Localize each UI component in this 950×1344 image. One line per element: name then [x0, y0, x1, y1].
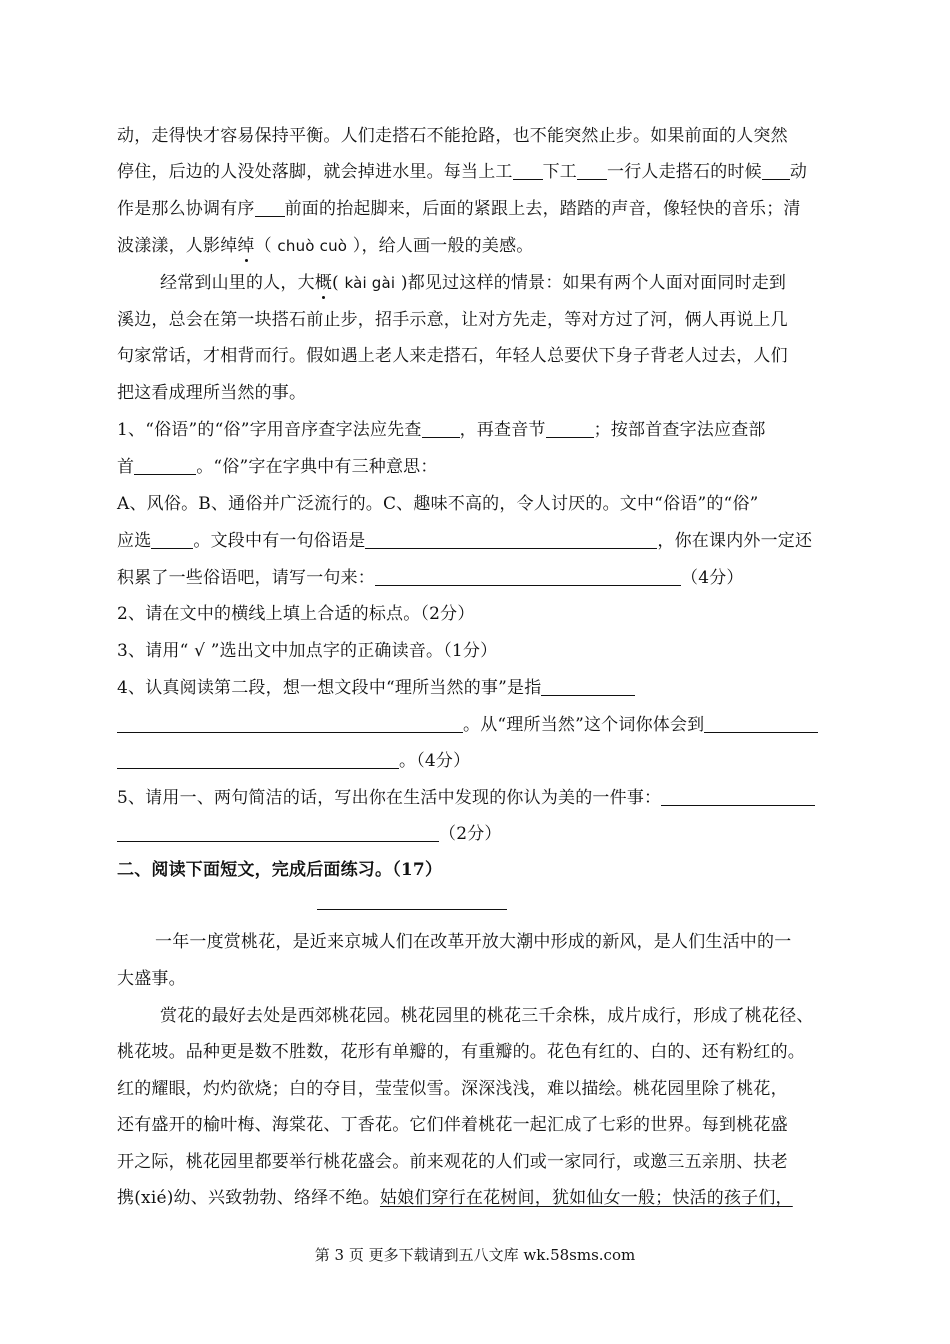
answer-blank[interactable] — [541, 677, 635, 696]
question-1-cont: 应选 。文段中有一句俗语是 ，你在课内外一定还 — [117, 531, 813, 551]
answer-blank[interactable] — [422, 419, 460, 438]
passage-line: 溪边，总会在第一块搭石前止步，招手示意，让对方先走，等对方过了河，俩人再说上几 — [117, 310, 788, 330]
passage-line: 一年一度赏桃花，是近来京城人们在改革开放大潮中形成的新风，是人们生活中的一 — [155, 932, 792, 952]
answer-blank[interactable] — [255, 198, 285, 217]
answer-blank[interactable] — [117, 750, 399, 769]
passage-line: 大盛事。 — [117, 969, 186, 989]
passage-line: 经常到山里的人，大概( kài gài )都见过这样的情景：如果有两个人面对面同时走到 — [160, 273, 787, 293]
dotted-char: 概 — [314, 273, 333, 293]
question-4-cont: 。（4分） — [117, 749, 877, 773]
pinyin-options: kài gài — [344, 274, 396, 292]
answer-blank[interactable] — [513, 161, 543, 180]
passage-line: 停住，后边的人没处落脚，就会掉进水里。每当上工 下工 一行人走搭石的时候 动 — [117, 162, 808, 182]
question-3: 3、请用“ √ ”选出文中加点字的正确读音。（1分） — [117, 641, 498, 661]
passage-line: 作是那么协调有序 前面的抬起脚来，后面的紧跟上去，踏踏的声音，像轻快的音乐；清 — [117, 199, 801, 219]
answer-blank[interactable] — [577, 161, 607, 180]
question-5: 5、请用一、两句简洁的话，写出你在生活中发现的你认为美的一件事： — [117, 786, 877, 810]
question-2: 2、请在文中的横线上填上合适的标点。（2分） — [117, 604, 475, 624]
question-4-cont: 。从“理所当然”这个词你体会到 — [117, 713, 877, 737]
answer-blank[interactable] — [117, 823, 439, 842]
section-heading: 二、阅读下面短文，完成后面练习。（17） — [117, 860, 443, 880]
dotted-char: 绰 — [237, 236, 255, 256]
pinyin-options: chuò cuò — [277, 237, 348, 255]
answer-blank[interactable] — [134, 456, 196, 475]
passage-line: 红的耀眼，灼灼欲烧；白的夺目，莹莹似雪。深深浅浅，难以描绘。桃花园里除了桃花， — [117, 1079, 788, 1099]
question-1-cont: 首 。“俗”字在字典中有三种意思： — [117, 457, 438, 477]
answer-blank[interactable] — [375, 567, 681, 586]
title-blank[interactable] — [317, 909, 507, 910]
passage-line: 动，走得快才容易保持平衡。人们走搭石不能抢路，也不能突然止步。如果前面的人突然 — [117, 126, 788, 146]
passage-line: 还有盛开的榆叶梅、海棠花、丁香花。它们伴着桃花一起汇成了七彩的世界。每到桃花盛 — [117, 1115, 788, 1135]
question-1: 1、“俗语”的“俗”字用音序查字法应先查 ，再查音节 ；按部首查字法应查部 — [117, 420, 766, 440]
passage-line: 开之际，桃花园里都要举行桃花盛会。前来观花的人们或一家同行，或邀三五亲朋、扶老 — [117, 1152, 788, 1172]
answer-blank[interactable] — [661, 787, 815, 806]
passage-line: 波漾漾，人影绰绰（ chuò cuò ），给人画一般的美感。 — [117, 236, 534, 256]
question-4: 4、认真阅读第二段，想一想文段中“理所当然的事”是指 — [117, 676, 877, 700]
question-1-options: A、风俗。B、通俗并广泛流行的。C、趣味不高的，令人讨厌的。文中“俗语”的“俗” — [117, 494, 759, 514]
answer-blank[interactable] — [151, 530, 193, 549]
passage-line: 桃花坡。品种更是数不胜数，花形有单瓣的，有重瓣的。花色有红的、白的、还有粉红的。 — [117, 1042, 805, 1062]
answer-blank[interactable] — [117, 714, 463, 733]
passage-line: 把这看成理所当然的事。 — [117, 383, 307, 403]
answer-blank[interactable] — [704, 714, 818, 733]
underlined-sentence: 姑娘们穿行在花树间，犹如仙女一般；快活的孩子们， — [379, 1188, 793, 1208]
answer-blank[interactable] — [365, 530, 657, 549]
answer-blank[interactable] — [546, 419, 594, 438]
answer-blank[interactable] — [762, 161, 790, 180]
page-footer: 第 3 页 更多下载请到五八文库 wk.58sms.com — [314, 1246, 636, 1264]
question-1-cont: 积累了一些俗语吧，请写一句来： （4分） — [117, 568, 744, 588]
question-5-cont: （2分） — [117, 822, 877, 846]
passage-line: 句家常话，才相背而行。假如遇上老人来走搭石，年轻人总要伏下身子背老人过去，人们 — [117, 346, 788, 366]
passage-line: 携(xié)幼、兴致勃勃、络绎不绝。姑娘们穿行在花树间，犹如仙女一般；快活的孩子们， — [117, 1188, 793, 1208]
passage-line: 赏花的最好去处是西郊桃花园。桃花园里的桃花三千余株，成片成行，形成了桃花径、 — [160, 1006, 814, 1026]
